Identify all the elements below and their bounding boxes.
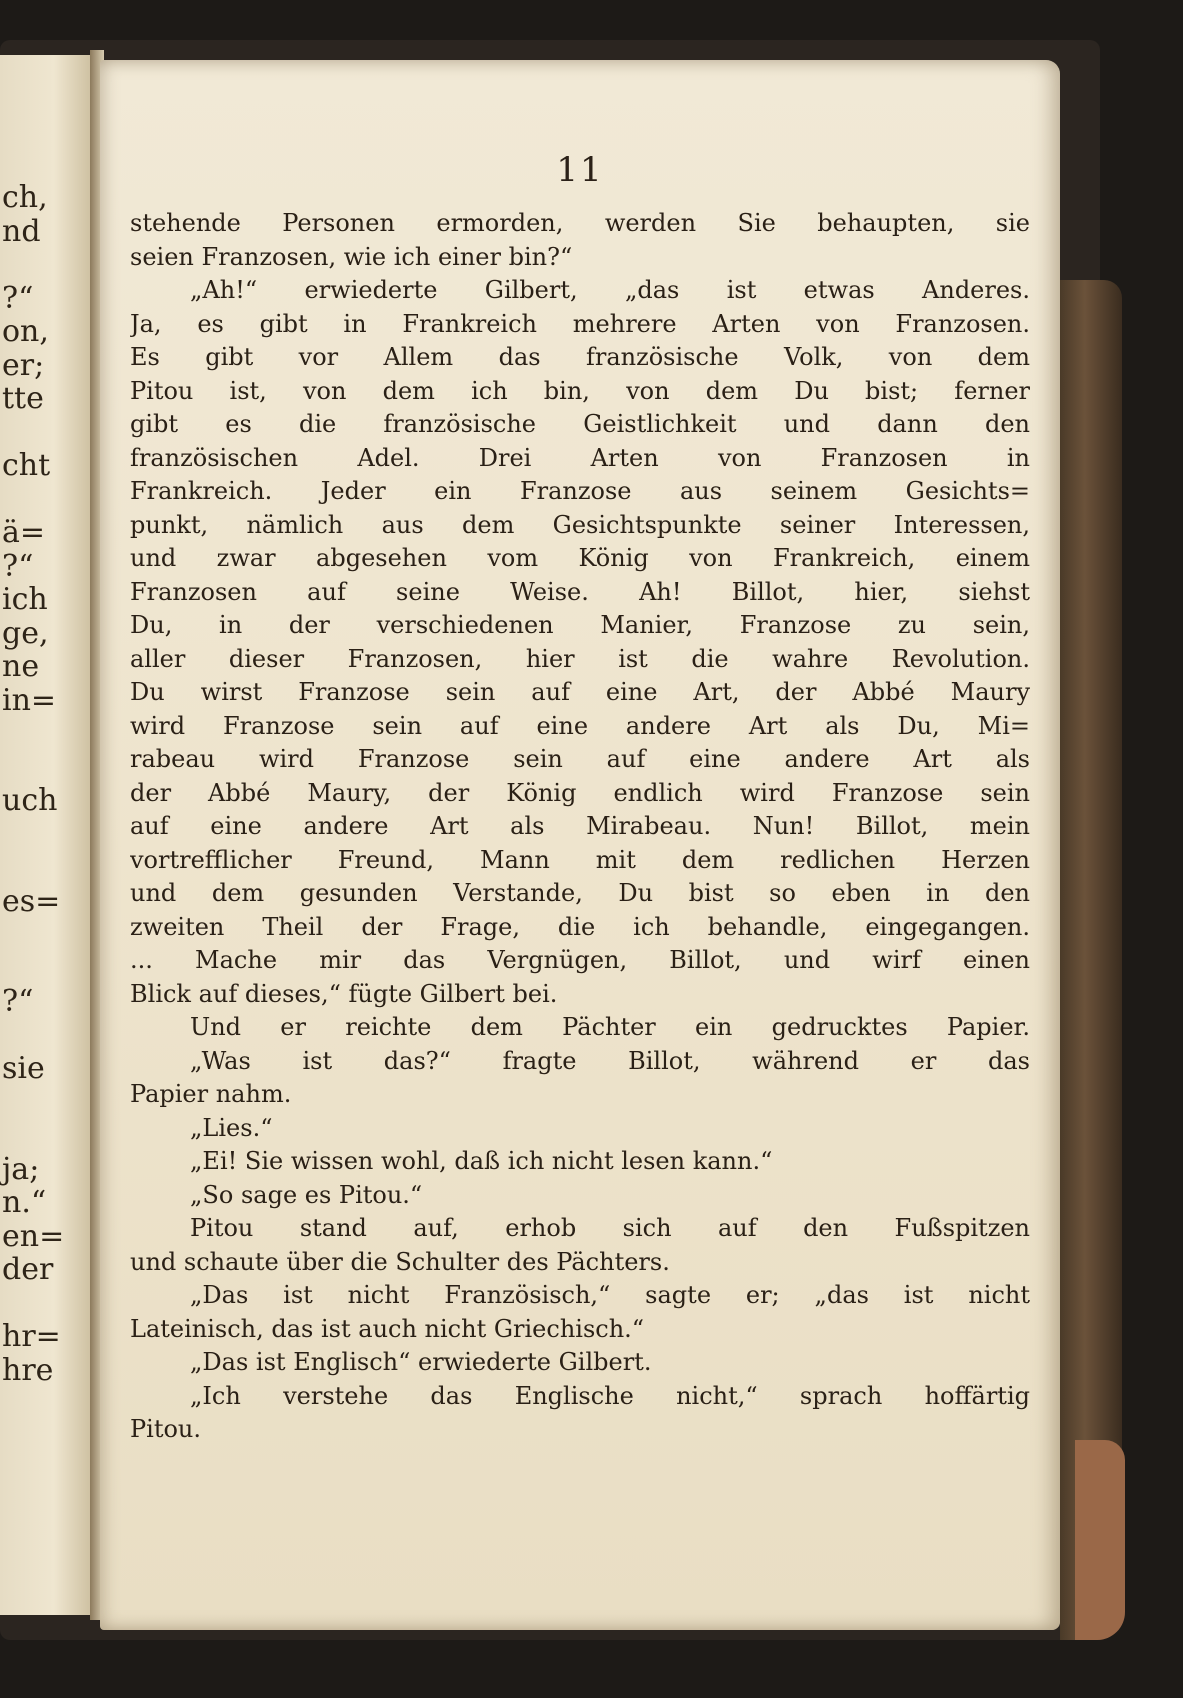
text-line: „Ei! Sie wissen wohl, daß ich nicht lesen kann.“	[190, 1147, 773, 1175]
text-line: Ja, es gibt in Frankreich mehrere Arten von Franzosen.	[130, 309, 1030, 338]
text-line: Pitou stand auf, erhob sich auf den Fußspitzen	[190, 1214, 1030, 1242]
text-line: seien Franzosen, wie ich einer bin?“	[130, 242, 573, 271]
text-line: und zwar abgesehen vom König von Frankreich, einem	[130, 544, 1030, 572]
text-line: wird Franzose sein auf eine andere Art als Du, Mi=	[130, 711, 1030, 740]
text-line: und schaute über die Schulter des Pächters.	[130, 1247, 670, 1276]
left-page-fragment: sie	[2, 1051, 45, 1086]
left-page-fragment: ?“	[2, 548, 34, 584]
left-page-fragment: tte	[2, 381, 44, 416]
left-page-fragment: ä=	[2, 515, 46, 550]
left-page-fragment: on,	[2, 314, 49, 349]
text-line: Lateinisch, das ist auch nicht Griechisch.“	[130, 1314, 645, 1343]
left-page-fragment: uch	[2, 783, 58, 818]
text-line: gibt es die französische Geistlichkeit und dann den	[130, 410, 1030, 438]
left-page-fragment: nd	[2, 213, 41, 249]
book-cover-edge	[1060, 280, 1122, 1640]
left-page-fragment: n.“	[2, 1185, 47, 1220]
text-line: zweiten Theil der Frage, die ich behandle, eingegangen.	[130, 912, 1030, 941]
text-line: „Was ist das?“ fragte Billot, während er das	[190, 1046, 1030, 1075]
text-line: punkt, nämlich aus dem Gesichtspunkte seiner Interessen,	[130, 510, 1030, 539]
text-line: „Das ist nicht Französisch,“ sagte er; „das ist nicht	[190, 1281, 1030, 1309]
text-line: „Das ist Englisch“ erwiederte Gilbert.	[190, 1348, 652, 1376]
left-page-fragment: ?“	[2, 280, 34, 316]
text-line: Franzosen auf seine Weise. Ah! Billot, hier, siehst	[130, 577, 1030, 606]
text-line: rabeau wird Franzose sein auf eine andere Art als	[130, 745, 1030, 773]
text-line: Du wirst Franzose sein auf eine Art, der Abbé Maury	[130, 678, 1030, 706]
left-page-fragment: der	[2, 1252, 54, 1287]
left-page-fragment: ne	[2, 649, 40, 684]
left-page-fragment: ?“	[2, 984, 34, 1019]
left-page-fragment: en=	[2, 1218, 65, 1254]
text-line: Blick auf dieses,“ fügte Gilbert bei.	[130, 979, 558, 1008]
left-page-fragment: er;	[2, 347, 45, 383]
right-page	[100, 60, 1060, 1630]
text-line: „Ah!“ erwiederte Gilbert, „das ist etwas Anderes.	[190, 276, 1030, 304]
left-page-fragment: ge,	[2, 615, 49, 651]
text-line: Papier nahm.	[130, 1080, 292, 1108]
text-line: stehende Personen ermorden, werden Sie behaupten, sie	[130, 209, 1030, 237]
left-page-fragment: ja;	[2, 1151, 40, 1187]
text-line: Pitou ist, von dem ich bin, von dem Du bist; ferner	[130, 376, 1030, 405]
text-line: Pitou.	[130, 1415, 202, 1443]
left-page-fragment: hre	[2, 1352, 54, 1388]
left-page-fragment: ich	[2, 582, 48, 617]
text-line: Und er reichte dem Pächter ein gedrucktes Papier.	[190, 1013, 1030, 1041]
left-page	[0, 55, 93, 1615]
left-page-fragment: in=	[2, 682, 57, 718]
book-cover-corner	[1075, 1440, 1125, 1640]
text-line: auf eine andere Art als Mirabeau. Nun! Billot, mein	[130, 812, 1030, 840]
text-line: der Abbé Maury, der König endlich wird Franzose sein	[130, 778, 1030, 807]
text-line: „So sage es Pitou.“	[190, 1180, 423, 1209]
text-line: und dem gesunden Verstande, Du bist so eben in den	[130, 879, 1030, 907]
text-line: aller dieser Franzosen, hier ist die wahre Revolution.	[130, 644, 1030, 673]
text-line: vortrefflicher Freund, Mann mit dem redlichen Herzen	[130, 845, 1030, 874]
left-page-fragment: cht	[2, 448, 51, 483]
text-line: „Lies.“	[190, 1113, 273, 1142]
left-page-fragment: ch,	[2, 180, 48, 215]
left-page-fragment: hr=	[2, 1319, 61, 1354]
text-line: Du, in der verschiedenen Manier, Franzose zu sein,	[130, 611, 1030, 639]
text-line: ... Mache mir das Vergnügen, Billot, und wirf einen	[130, 946, 1030, 974]
text-line: Es gibt vor Allem das französische Volk, von dem	[130, 343, 1030, 371]
left-page-fragment: es=	[2, 883, 61, 919]
text-line: Frankreich. Jeder ein Franzose aus seinem Gesichts=	[130, 477, 1030, 505]
page-number: 11	[556, 150, 604, 190]
text-line: „Ich verstehe das Englische nicht,“ sprach hoffärtig	[190, 1381, 1030, 1410]
page-text-block	[130, 207, 1030, 1447]
text-line: französischen Adel. Drei Arten von Franzosen in	[130, 443, 1030, 472]
